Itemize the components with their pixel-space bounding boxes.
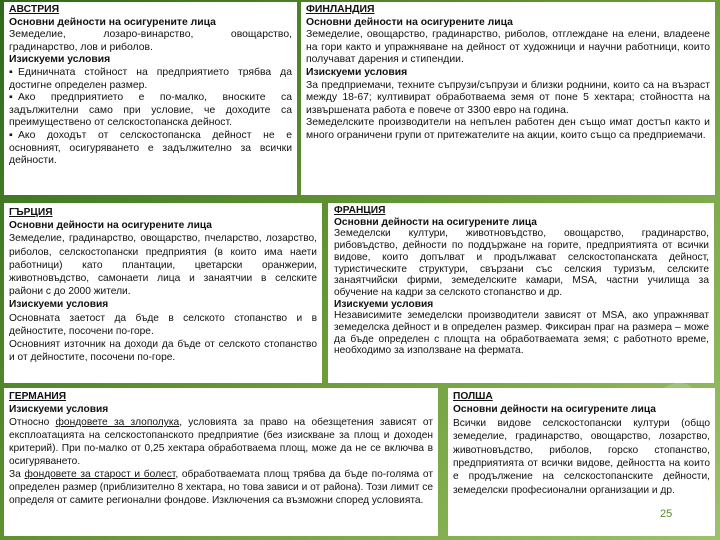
finland-panel [301,2,715,195]
france-activities-text: Земеделски култури, животновъдство, овощарство, градинарство, рибовъдство, дейности по поддържане на горите, предприятията от всички видове, които допълват и продължават селскостопанската дейност, туристическите структури, свързани със селския туризъм, селските занаятчийски фирми, земеделските камари, MSA, частни училища за обучение на кадри за селското стопанство и др. [334,228,709,298]
greece-conditions-text: Основната заетост да бъде в селското стопанство и в дейностите, посочени по-горе. [9,312,317,337]
finland-conditions-text: За предприемачи, техните съпрузи/съпрузи и близки роднини, които са на възраст между 18-67; култивират обработваема земя от поне 5 хектара; стойността на извършената работа е повече от 3300 евро на година. [306,79,710,116]
finland-activities-text: Земеделие, овощарство, градинарство, риболов, отглеждане на елени, владеене на гори както и упражняване на дейност от художници и научни работници, които получават дарения и стипендии. [306,29,710,66]
finland-title: ФИНЛАНДИЯ [306,4,375,15]
germany-title: ГЕРМАНИЯ [9,391,67,402]
greece-title: ГЪРЦИЯ [9,207,53,218]
austria-title: АВСТРИЯ [9,4,60,15]
poland-activities-text: Всички видове селскостопански култури (общо земеделие, градинарство, овощарство, лозарство, животновъдство, риболов, горско стопанство, предприятията от всички видове, дейността на които е продължение на селскостопанските дейности, земеделски професионални организации и др. [453,417,710,496]
greece-activities-text: Земеделие, градинарство, овощарство, пчеларство, лозарство, риболов, селскостопански предприятия (в които има наети работници) като плантации, цветарски оранжерии, животновъдство, самонаети лица и занаятчии в селските райони с до 2000 жители. [9,233,317,298]
greece-activities-heading: Основни дейности на осигурените лица [9,220,212,232]
austria-conditions-heading: Изискуеми условия [9,54,111,66]
accident-funds-link: фондовете за злополука [55,417,180,428]
france-conditions-text: Независимите земеделски производители зависят от MSA, ако упражняват земеделска дейност и в определен размер. Фиксиран праг на размера – може да бъде определен с площта на обработваемата земя; с работното време, необходимо за използване на фермата. [334,310,709,357]
france-title: ФРАНЦИЯ [334,205,386,216]
finland-conditions-heading: Изискуеми условия [306,66,408,78]
france-activities-heading: Основни дейности на осигурените лица [334,216,537,228]
greece-conditions-heading: Изискуеми условия [9,299,109,311]
greece-conditions-text: Основният източник на доходи да бъде от селското стопанство и от дейностите, посочени по-горе. [9,339,317,364]
finland-activities-heading: Основни дейности на осигурените лица [306,16,513,28]
france-panel [328,203,714,383]
poland-activities-heading: Основни дейности на осигурените лица [453,404,656,416]
germany-paragraph-old-age: За фондовете за старост и болест, обработваемата площ трябва да бъде по-голяма от определен размер (приблизително 8 хектара, но това зависи и от района). Този лимит се определя от самите регионални фондове. Изключения са възможни според условията. [9,469,433,506]
austria-bullet: ▪ Ако предприятието е по-малко, вноските са задължителни само при условие, че доходите са преимуществено от селскостопанска дейност. [9,92,292,129]
poland-title: ПОЛША [453,391,493,402]
page-number: 25 [660,508,673,520]
austria-panel [4,2,297,195]
germany-paragraph-accident: Относно фондовете за злополука, условията за право на обезщетения зависят от експлоатацията на селскостопанското предприятие (без изискване за площ и доходен критерий). При по-малко от 0,25 хектара обработваема площ, може да не се включва в осигуряването. [9,417,433,467]
france-conditions-heading: Изискуеми условия [334,298,434,310]
greece-panel [4,203,322,383]
austria-activities-heading: Основни дейности на осигурените лица [9,16,216,28]
old-age-funds-link: фондовете за старост и болест [24,469,176,480]
austria-bullet: ▪ Ако доходът от селскостопанска дейност не е основният, осигуряването е задължително за всички дейности. [9,129,292,167]
finland-conditions-text: Земеделските производители на непълен работен ден също имат достъп както и много ограничени групи от притежателите на акции, които също са предприемачи. [306,117,710,141]
poland-panel [448,388,715,536]
germany-conditions-heading: Изискуеми условия [9,404,109,415]
austria-activities-text: Земеделие, лозаро-винарство, овощарство, градинарство, лов и риболов. [9,29,292,53]
austria-bullet: ▪ Единичната стойност на предприятието трябва да достигне определен размер. [9,66,292,91]
germany-panel [4,388,438,536]
